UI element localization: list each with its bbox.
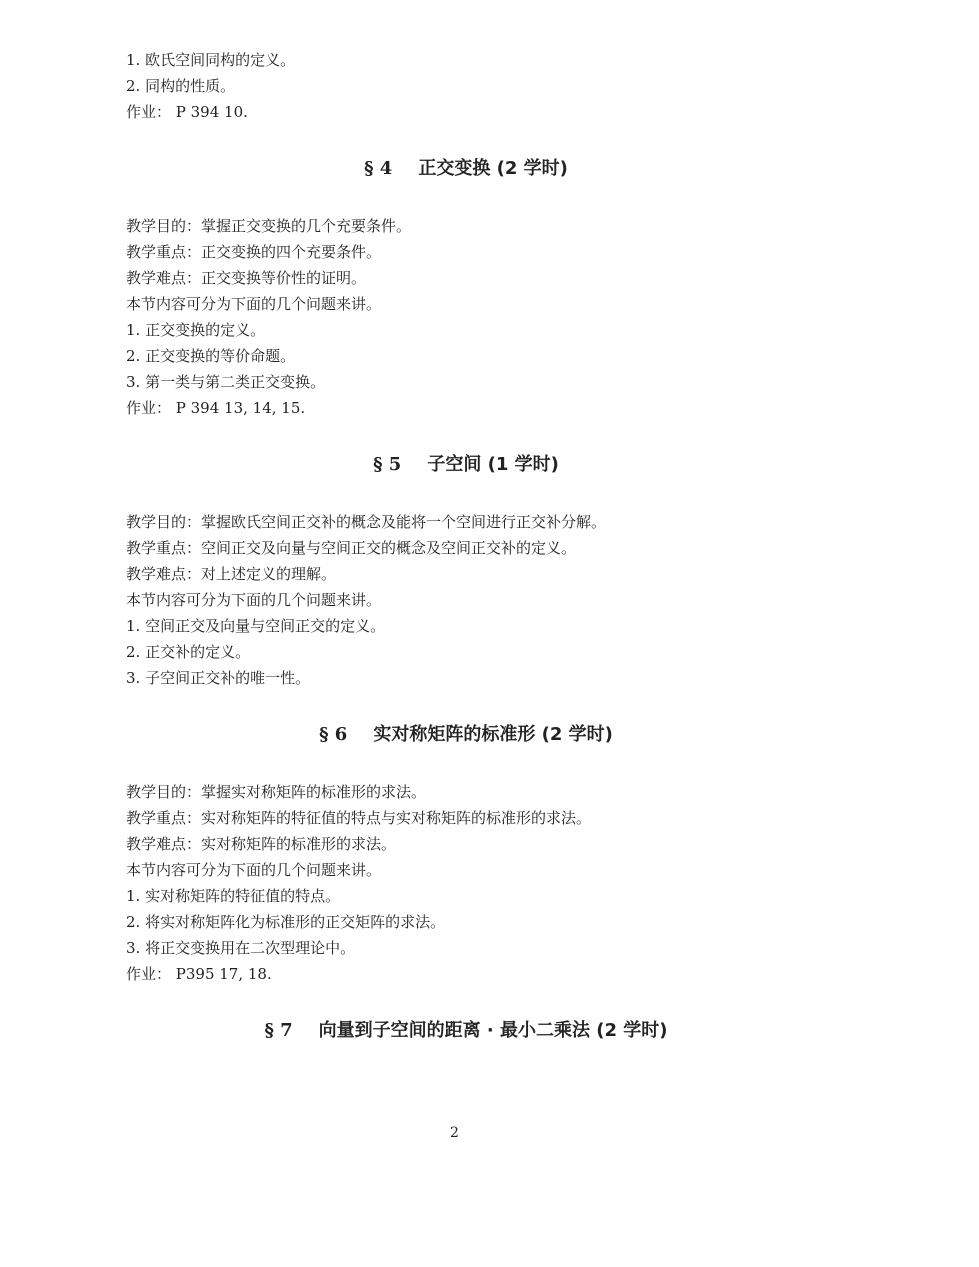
section-number: § 5 (373, 454, 402, 475)
section-heading (126, 452, 806, 478)
teaching-difficulty: 教学难点：对上述定义的理解。 (126, 565, 337, 583)
topic-line: 1. 实对称矩阵的特征值的特点。 (126, 887, 341, 905)
topic-line: 3. 子空间正交补的唯一性。 (126, 669, 311, 687)
homework-line: 作业： P 394 10. (126, 103, 248, 121)
teaching-goal: 教学目的：掌握实对称矩阵的标准形的求法。 (126, 783, 427, 801)
section-body (126, 779, 806, 987)
section-title: 实对称矩阵的标准形 (2 学时) (373, 724, 613, 745)
topic-line: 3. 将正交变换用在二次型理论中。 (126, 939, 356, 957)
section-body (126, 509, 806, 691)
intro-block (126, 47, 806, 125)
teaching-goal: 教学目的：掌握欧氏空间正交补的概念及能将一个空间进行正交补分解。 (126, 513, 607, 531)
homework-line: 作业： P 394 13, 14, 15. (126, 399, 306, 417)
homework-line: 作业： P395 17, 18. (126, 965, 272, 983)
teaching-focus: 教学重点：实对称矩阵的特征值的特点与实对称矩阵的标准形的求法。 (126, 809, 592, 827)
section-intro-line: 本节内容可分为下面的几个问题来讲。 (126, 861, 382, 879)
topic-line: 1. 正交变换的定义。 (126, 321, 266, 339)
topic-line: 3. 第一类与第二类正交变换。 (126, 373, 326, 391)
section-intro-line: 本节内容可分为下面的几个问题来讲。 (126, 295, 382, 313)
section-heading (126, 156, 806, 182)
section-title: 正交变换 (2 学时) (418, 158, 568, 179)
topic-line: 1. 空间正交及向量与空间正交的定义。 (126, 617, 386, 635)
teaching-difficulty: 教学难点：实对称矩阵的标准形的求法。 (126, 835, 397, 853)
section-number: § 6 (319, 724, 348, 745)
teaching-focus: 教学重点：正交变换的四个充要条件。 (126, 243, 382, 261)
section-heading (126, 1018, 806, 1044)
section-number: § 4 (364, 158, 393, 179)
section-intro-line: 本节内容可分为下面的几个问题来讲。 (126, 591, 382, 609)
topic-line: 2. 正交补的定义。 (126, 643, 251, 661)
section-heading (126, 722, 806, 748)
teaching-difficulty: 教学难点：正交变换等价性的证明。 (126, 269, 367, 287)
page-content (126, 47, 806, 1075)
section-title: 向量到子空间的距离 · 最小二乘法 (2 学时) (318, 1020, 668, 1041)
intro-line: 2. 同构的性质。 (126, 77, 236, 95)
topic-line: 2. 正交变换的等价命题。 (126, 347, 296, 365)
intro-line: 1. 欧氏空间同构的定义。 (126, 51, 296, 69)
section-number: § 7 (264, 1020, 293, 1041)
section-title: 子空间 (1 学时) (427, 454, 559, 475)
section-body (126, 213, 806, 421)
topic-line: 2. 将实对称矩阵化为标准形的正交矩阵的求法。 (126, 913, 446, 931)
page-number: 2 (450, 1125, 459, 1141)
teaching-goal: 教学目的：掌握正交变换的几个充要条件。 (126, 217, 412, 235)
teaching-focus: 教学重点：空间正交及向量与空间正交的概念及空间正交补的定义。 (126, 539, 577, 557)
